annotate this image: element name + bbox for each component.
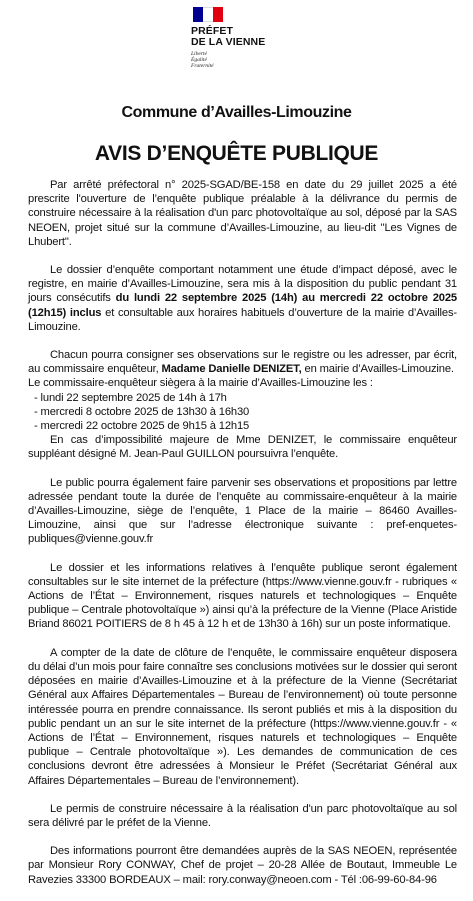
notice-body (28, 178, 457, 901)
paragraph-contact: Des informations pourront être demandées auprès de la SAS NEOEN, représentée par Monsieur Rory CONWAY, Chef de projet – 20-28 Allée de Boutaut, Immeuble Le Ravezies 33300 BORDEAUX – mail: rory.conway@neoen.com - Tél :06-99-60-84-96 (28, 845, 457, 886)
paragraph-courrier: Le public pourra également faire parvenir ses observations et propositions par lettre adressée pendant toute la durée de l’enquête au commissaire-enquêteur à la mairie d’Availles-Limouzine, siège de l’enquête, 1 Place de la mairie – 86460 Availles-Limouzine, ainsi que sur l’adresse électronique suivante : pref-enquetes-publiques@vienne.gouv.fr (28, 476, 457, 546)
permanences-list (28, 391, 457, 434)
paragraph-arrete: Par arrêté préfectoral n° 2025-SGAD/BE-158 en date du 29 juillet 2025 a été prescrite l'ouverture de l’enquête publique préalable à la délivrance du permis de construire nécessaire à la réalisation d'un parc photovoltaïque au sol, déposé par la SAS NEOEN, projet situé sur la commune d’Availles-Limouzine, au lieu-dit "Les Vignes de Lhubert". (28, 179, 457, 248)
prefecture-logo (191, 7, 277, 69)
enquete-dates: du lundi 22 septembre 2025 (14h) au mercredi 22 octobre 2025 (12h15) inclus (28, 292, 457, 319)
motto-liberte: Liberté (191, 51, 207, 57)
french-flag-icon (193, 7, 223, 22)
paragraph-consultation: Le dossier et les informations relatives à l’enquête publique seront également consultables sur le site internet de la préfecture (https://www.vienne.gouv.fr - rubriques « Actions de l’État – Environnement, risques naturels et technologiques – Enquête publique – Centrale photovoltaïque ») ainsi qu’à la préfecture de la Vienne (Place Aristide Briand 86021 POITIERS de 8 h 45 à 12 h et de 13h30 à 16h) sur un poste informatique. (28, 561, 457, 631)
list-item: - lundi 22 septembre 2025 de 14h à 17h (34, 391, 457, 405)
logo-title (191, 26, 277, 48)
dossier-text-a: Le dossier d’enquête comportant notamment une étude d’impact déposé, avec le registre, en mairie d’Availles-Limouzine, sera mis à la disposition du public pendant 31 jours consécutifs (28, 264, 457, 305)
list-item: - mercredi 8 octobre 2025 de 13h30 à 16h30 (34, 405, 457, 419)
observations-text-a: Chacun pourra consigner ses observations sur le registre ou les adresser, par écrit, au commissaire enquêteur, (28, 349, 457, 376)
commune-heading: Commune d’Availles-Limouzine (121, 104, 352, 121)
logo-line1: PRÉFET (191, 25, 234, 37)
permanences-intro: Le commissaire-enquêteur siègera à la mairie d’Availles-Limouzine les : (28, 377, 373, 390)
logo-line2: DE LA VIENNE (191, 36, 266, 48)
dossier-text-b: et consultable aux horaires habituels d’ouverture de la mairie d’Availles-Limouzine. (28, 306, 457, 333)
list-item: - mercredi 22 octobre 2025 de 9h15 à 12h15 (34, 419, 457, 433)
observations-text-b: en mairie d’Availles-Limouzine. (301, 363, 454, 376)
paragraph-observations (28, 348, 457, 376)
logo-motto (191, 51, 277, 69)
paragraph-conclusions: A compter de la date de clôture de l’enquête, le commissaire enquêteur disposera du délai d’un mois pour faire connaître ses conclusions motivées sur le dossier qui seront déposées en mairie d’Availles-Limouzine et à la préfecture de la Vienne (Secrétariat Général aux Affaires Départementales – Bureau de l’environnement) où toute personne intéressée pourra en prendre connaissance. Ils seront publiés et mis à la disposition du public pendant un an sur le site internet de la préfecture (https://www.vienne.gouv.fr - « Actions de l’État – Environnement, risques naturels et technologiques – Enquête publique – Centrale photovoltaïque »). Les demandes de communication de ces conclusions devront être adressées à Monsieur le Préfet (Secrétariat Général aux Affaires Départementales – Bureau de l’environnement). (28, 646, 457, 787)
paragraph-permis: Le permis de construire nécessaire à la réalisation d'un parc photovoltaïque au sol sera délivré par le préfet de la Vienne. (28, 802, 457, 829)
motto-egalite: Égalité (191, 57, 207, 63)
suppleant-text: En cas d’impossibilité majeure de Mme DENIZET, le commissaire enquêteur suppléant désigné M. Jean-Paul GUILLON poursuivra l’enquête. (28, 434, 457, 461)
commissaire-name: Madame Danielle DENIZET, (161, 363, 302, 376)
page-title: AVIS D’ENQUÊTE PUBLIQUE (94, 142, 379, 165)
motto-fraternite: Fraternité (191, 63, 214, 69)
paragraph-dossier (28, 263, 457, 334)
